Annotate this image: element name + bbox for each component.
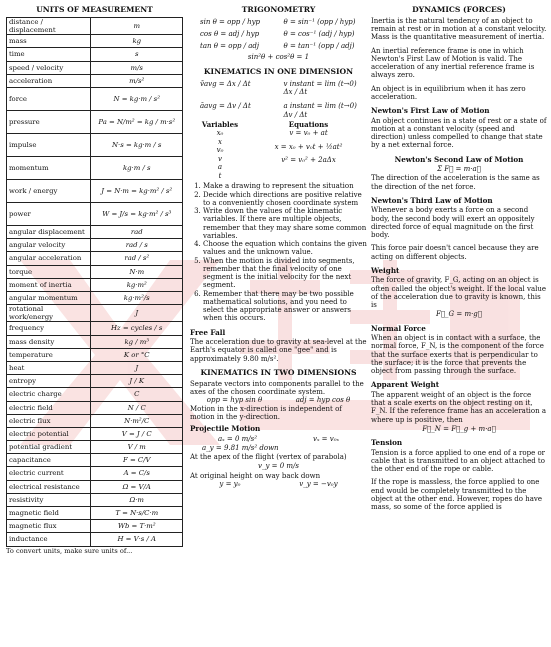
vy-eq: v_y = −v₀y [299, 479, 338, 488]
quantity-cell: distance / displacement [7, 17, 91, 34]
equation: v = v₀ + at [289, 129, 328, 138]
law1-title: Newton's First Law of Motion [371, 106, 490, 116]
unit-cell: kg [91, 35, 183, 48]
law2-eq: Σ F⃗ = m·a⃗ [437, 165, 481, 174]
units-row [7, 225, 183, 238]
kin1-variables-equations [190, 121, 367, 180]
quantity-cell: angular displacement [7, 225, 91, 238]
vy-apex-eq: v_y = 0 m/s [258, 462, 299, 471]
unit-cell: V / m [91, 441, 183, 454]
unit-cell: W = J/s = kg·m² / s³ [91, 202, 183, 225]
units-row [7, 335, 183, 348]
quantity-cell: electric charge [7, 388, 91, 401]
unit-cell: N = kg·m / s² [91, 87, 183, 110]
units-row [7, 375, 183, 388]
quantity-cell: electric field [7, 401, 91, 414]
quantity-cell: rotational work/energy [7, 305, 91, 322]
units-row [7, 322, 183, 335]
normal-title: Normal Force [371, 323, 426, 333]
unit-cell: m/s [91, 61, 183, 74]
kin1-definitions [200, 80, 367, 119]
quantity-cell: torque [7, 265, 91, 278]
unit-cell: J [91, 305, 183, 322]
quantity-cell: impulse [7, 133, 91, 156]
variables-list [190, 129, 250, 180]
quantity-cell: capacitance [7, 454, 91, 467]
units-row [7, 507, 183, 520]
units-row [7, 291, 183, 304]
units-row [7, 61, 183, 74]
units-row [7, 74, 183, 87]
trig-title: TRIGONOMETRY [241, 5, 316, 14]
step: 3. Write down the values of the kinematic variables. If there are multiple objects, remember that they may share some common variables. [203, 207, 367, 240]
quantity-cell: angular velocity [7, 239, 91, 252]
step: 1. Make a drawing to represent the situation [203, 182, 367, 190]
unit-cell: Ω = V/A [91, 480, 183, 493]
quantity-cell: electric current [7, 467, 91, 480]
kin1-def: a instant = lim (t→0) Δv / Δt [283, 102, 357, 119]
law3-text: Whenever a body exerts a force on a second body, the second body will exert an oppositely directed force of equal magnitude on the first body. [371, 206, 535, 240]
unit-cell: kg·m²/s [91, 291, 183, 304]
freefall-text: The acceleration due to gravity at sea-level at the Earth's equator is called one "gee" and is approximately 9.80 m/s². [190, 338, 367, 363]
variable: v₀ [216, 146, 224, 155]
variable: v [218, 154, 222, 163]
kin2-text1: Separate vectors into components parallel to the axes of the chosen coordinate system. [190, 379, 364, 397]
units-row [7, 265, 183, 278]
unit-cell: Pa = N/m² = kg / m·s² [91, 110, 183, 133]
units-table [6, 17, 183, 547]
trig-eq: θ = tan⁻¹ (opp / adj) [283, 42, 355, 51]
apparent-eq: F⃗_N = F⃗_g + m·a⃗ [422, 424, 496, 433]
quantity-cell: angular momentum [7, 291, 91, 304]
quantity-cell: entropy [7, 375, 91, 388]
law3b-text: This force pair doesn't cancel because they are acting on different objects. [371, 244, 539, 261]
trig-identity: sin²θ + cos²θ = 1 [247, 52, 310, 61]
unit-cell: F = C/V [91, 454, 183, 467]
quantity-cell: magnetic field [7, 507, 91, 520]
units-footer: To convert units, make sure units of... [6, 547, 133, 555]
kin2-title: KINEMATICS IN TWO DIMENSIONS [200, 367, 357, 377]
y-eq: y = y₀ [219, 479, 241, 488]
units-row [7, 520, 183, 533]
step: 4. Choose the equation which contains the given values and the unknown value. [203, 240, 367, 257]
units-row [7, 401, 183, 414]
unit-cell: J / K [91, 375, 183, 388]
kinematics-column [190, 6, 367, 488]
unit-cell: m/s² [91, 74, 183, 87]
trig-eq: tan θ = opp / adj [200, 42, 260, 51]
quantity-cell: force [7, 87, 91, 110]
tension-title: Tension [371, 438, 403, 448]
proj-x [190, 435, 367, 443]
units-row [7, 414, 183, 427]
quantity-cell: work / energy [7, 179, 91, 202]
variable: x [218, 137, 222, 146]
unit-cell: N·m²/C [91, 414, 183, 427]
unit-cell: m [91, 17, 183, 34]
quantity-cell: frequency [7, 322, 91, 335]
quantity-cell: inductance [7, 533, 91, 546]
units-column [6, 6, 183, 555]
units-row [7, 348, 183, 361]
law1-text: An object continues in a state of rest or a state of motion at a constant velocity (speed and direction) unless compelled to change that state by a net external force. [371, 116, 547, 150]
unit-cell: N·m [91, 265, 183, 278]
quantity-cell: acceleration [7, 74, 91, 87]
unit-cell: kg·m / s [91, 156, 183, 179]
units-row [7, 110, 183, 133]
projectile-title: Projectile Motion [190, 424, 261, 434]
ay-eq: a_y = 9.81 m/s² down [202, 443, 279, 452]
quantity-cell: mass density [7, 335, 91, 348]
quantity-cell: electric potential [7, 427, 91, 440]
units-row [7, 493, 183, 506]
equations-list [250, 129, 367, 180]
quantity-cell: pressure [7, 110, 91, 133]
unit-cell: C [91, 388, 183, 401]
units-row [7, 278, 183, 291]
variable: t [218, 171, 222, 180]
kin1-def: v̄avg = Δx / Δt [200, 79, 251, 88]
unit-cell: J [91, 361, 183, 374]
quantity-cell: angular acceleration [7, 252, 91, 265]
unit-cell: Hz = cycles / s [91, 322, 183, 335]
vx-eq: vₓ = v₀ₓ [313, 434, 340, 443]
units-row [7, 427, 183, 440]
unit-cell: s [91, 48, 183, 61]
weight-text: The force of gravity, F_G, acting on an object is often called the object's weight. If the local value of the acceleration due to gravity is known, this is [371, 276, 547, 310]
unit-cell: T = N·s/C·m [91, 507, 183, 520]
kin2-text2: Motion in the x-direction is independent of motion in the y-direction. [190, 404, 342, 421]
step: 6. Remember that there may be two possible mathematical solutions, and you need to select the appropriate answer or answers when this occurs. [203, 290, 367, 323]
units-row [7, 454, 183, 467]
units-row [7, 48, 183, 61]
kin1-steps [190, 182, 367, 322]
normal-text: When an object is in contact with a surface, the normal force, F_N, is the component of the force that the surface exerts that is perpendicular to the surface; it is the force that prevents the object from passing through the surface. [371, 334, 544, 376]
units-row [7, 467, 183, 480]
units-row [7, 156, 183, 179]
units-row [7, 305, 183, 322]
unit-cell: K or °C [91, 348, 183, 361]
units-row [7, 252, 183, 265]
step: 5. When the motion is divided into segments, remember that the final velocity of one segment is the initial velocity for the next segment. [203, 257, 367, 290]
original-height-text: At original height on way back down [190, 471, 321, 480]
units-row [7, 35, 183, 48]
equations-heading: Equations [288, 119, 329, 129]
ax-eq: aₓ = 0 m/s² [217, 434, 258, 443]
units-row [7, 202, 183, 225]
quantity-cell: power [7, 202, 91, 225]
quantity-cell: heat [7, 361, 91, 374]
quantity-cell: resistivity [7, 493, 91, 506]
units-title: UNITS OF MEASUREMENT [36, 5, 153, 14]
step: 2. Decide which directions are positive relative to a conveniently chosen coordinate system [203, 191, 367, 208]
adj-eq: adj = hyp cos θ [295, 396, 351, 405]
unit-cell: rad [91, 225, 183, 238]
quantity-cell: temperature [7, 348, 91, 361]
variable: a [217, 163, 223, 172]
units-row [7, 179, 183, 202]
quantity-cell: moment of inertia [7, 278, 91, 291]
units-row [7, 87, 183, 110]
units-row [7, 133, 183, 156]
variable: x₀ [216, 129, 224, 138]
trig-eq: cos θ = adj / hyp [200, 30, 260, 39]
opp-eq: opp = hyp sin θ [206, 396, 263, 405]
apparent-title: Apparent Weight [371, 380, 440, 390]
apparent-text: The apparent weight of an object is the force that a scale exerts on the object resting on it, F_N. If the reference frame has an acceleration a where up is positive, then [371, 390, 547, 424]
unit-cell: kg·m² [91, 278, 183, 291]
weight-eq: F⃗_G = m·g⃗ [435, 310, 482, 319]
quantity-cell: time [7, 48, 91, 61]
proj-return [190, 480, 367, 488]
kin1-def: āavg = Δv / Δt [200, 102, 251, 111]
law2-text: The direction of the acceleration is the same as the direction of the net force. [371, 174, 540, 191]
quantity-cell: mass [7, 35, 91, 48]
units-row [7, 361, 183, 374]
frame-text: An inertial reference frame is one in which Newton's First Law of Motion is valid. The acceleration of any inertial reference frame is always zero. [371, 46, 535, 80]
tension2-text: If the rope is massless, the force applied to one end would be completely transmitted to the object at the other end. However, ropes do have mass, so some of the force applied is [371, 478, 542, 512]
tension-text: Tension is a force applied to one end of a rope or cable that is transmitted to an object attached to the other end of the rope or cable. [371, 448, 546, 474]
unit-cell: rad / s² [91, 252, 183, 265]
quantity-cell: potential gradient [7, 441, 91, 454]
units-row [7, 388, 183, 401]
units-row [7, 441, 183, 454]
apex-text: At the apex of the flight (vertex of parabola) [190, 453, 347, 462]
unit-cell: kg / m³ [91, 335, 183, 348]
unit-cell: J = N·m = kg·m² / s² [91, 179, 183, 202]
kin1-title: KINEMATICS IN ONE DIMENSION [203, 66, 354, 76]
equation: v² = v₀² + 2aΔx [281, 156, 336, 165]
kin2-components [190, 396, 367, 404]
freefall-title: Free Fall [190, 327, 226, 337]
inertia-text: Inertia is the natural tendency of an object to remain at rest or in motion at a constant velocity. Mass is the quantitative measurement of inertia. [371, 16, 547, 42]
unit-cell: Ω·m [91, 493, 183, 506]
units-row [7, 533, 183, 546]
unit-cell: N·s = kg·m / s [91, 133, 183, 156]
quantity-cell: magnetic flux [7, 520, 91, 533]
units-row [7, 17, 183, 34]
trig-eq: θ = sin⁻¹ (opp / hyp) [283, 17, 356, 26]
units-row [7, 480, 183, 493]
unit-cell: rad / s [91, 239, 183, 252]
trig-eq: sin θ = opp / hyp [200, 17, 261, 26]
equation: x = x₀ + v₀t + ½at² [274, 142, 343, 151]
trig-eq: θ = cos⁻¹ (adj / hyp) [283, 30, 355, 39]
kin1-def: v instant = lim (t→0) Δx / Δt [283, 79, 357, 97]
unit-cell: Wb = T·m² [91, 520, 183, 533]
equilibrium-text: An object is in equilibrium when it has zero acceleration. [371, 84, 526, 101]
quantity-cell: electrical resistance [7, 480, 91, 493]
unit-cell: H = V·s / A [91, 533, 183, 546]
dynamics-column [371, 6, 547, 516]
unit-cell: A = C/s [91, 467, 183, 480]
law3-title: Newton's Third Law of Motion [371, 195, 493, 205]
variables-heading: Variables [201, 119, 239, 129]
units-row [7, 239, 183, 252]
unit-cell: V = J / C [91, 427, 183, 440]
weight-title: Weight [371, 265, 400, 275]
law2-title: Newton's Second Law of Motion [394, 154, 524, 164]
quantity-cell: speed / velocity [7, 61, 91, 74]
trig-equations [200, 18, 367, 51]
quantity-cell: momentum [7, 156, 91, 179]
quantity-cell: electric flux [7, 414, 91, 427]
unit-cell: N / C [91, 401, 183, 414]
dyn-title: DYNAMICS (FORCES) [412, 5, 506, 14]
